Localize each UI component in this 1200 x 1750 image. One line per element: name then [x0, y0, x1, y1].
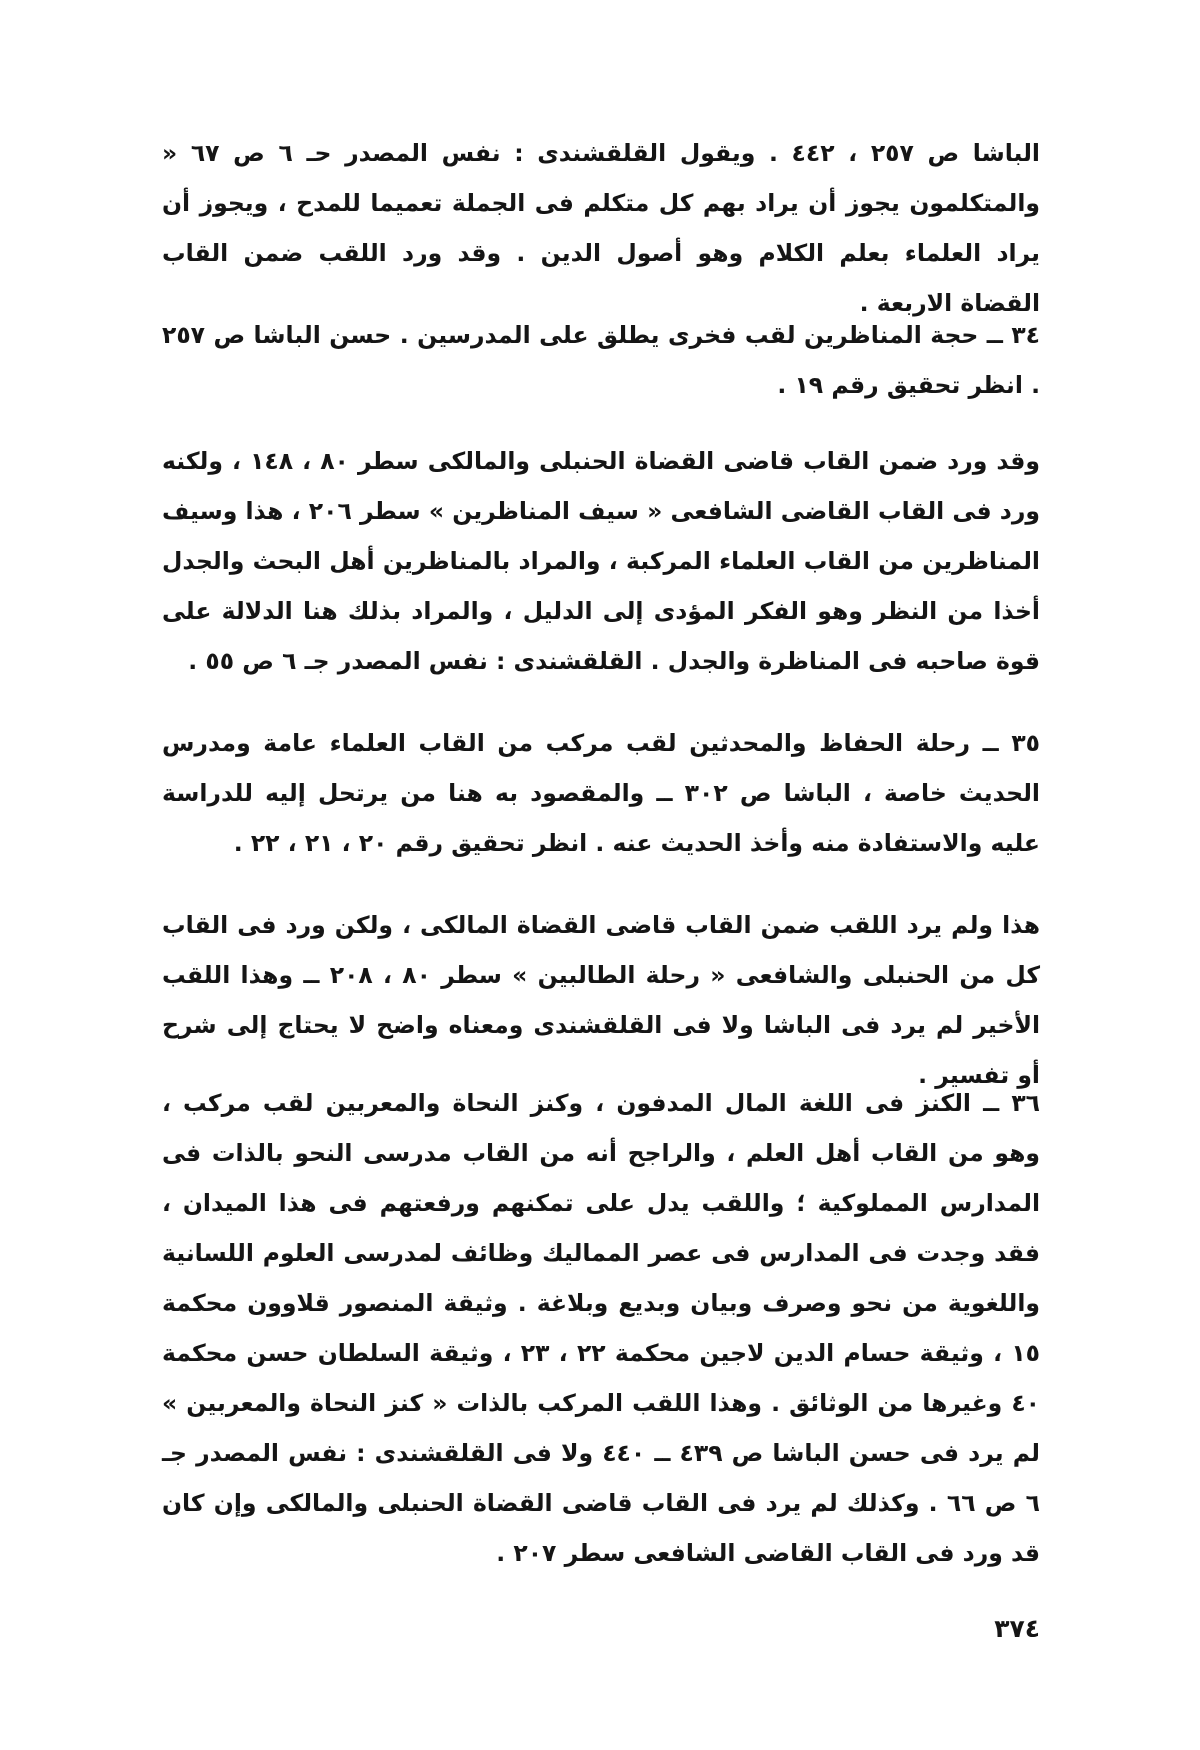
page-number: ٣٧٤ — [994, 1614, 1040, 1643]
paragraph-note-36: ٣٦ ــ الكنز فى اللغة المال المدفون ، وكنز النحاة والمعربين لقب مركب ، وهو من القاب أهل العلم ، والراجح أنه من القاب مدرسى النحو بالذات فى المدارس المملوكية ؛ واللقب يدل على تمكنهم ورفعتهم فى هذا الميدان ، فقد وجدت فى المدارس فى عصر المماليك وظائف لمدرسى العلوم اللسانية واللغوية من نحو وصرف وبيان وبديع وبلاغة . وثيقة المنصور قلاوون محكمة ١٥ ، وثيقة حسام الدين لاجين محكمة ٢٢ ، ٢٣ ، وثيقة السلطان حسن محكمة ٤٠ وغيرها من الوثائق . وهذا اللقب المركب بالذات « كنز النحاة والمعربين » لم يرد فى حسن الباشا ص ٤٣٩ ــ ٤٤٠ ولا فى القلقشندى : نفس المصدر جـ ٦ ص ٦٦ . وكذلك لم يرد فى القاب قاضى القضاة الحنبلى والمالكى وإن كان قد ورد فى القاب القاضى الشافعى سطر ٢٠٧ . — [162, 1089, 1040, 1567]
paragraph-note-34: ٣٤ ــ حجة المناظرين لقب فخرى يطلق على المدرسين . حسن الباشا ص ٢٥٧ . انظر تحقيق رقم ١٩ . — [162, 321, 1040, 399]
paragraph-note-35: ٣٥ ــ رحلة الحفاظ والمحدثين لقب مركب من القاب العلماء عامة ومدرس الحديث خاصة ، الباشا ص ٣٠٢ ــ والمقصود به هنا من يرتحل إليه للدراسة عليه والاستفادة منه وأخذ الحديث عنه . انظر تحقيق رقم ٢٠ ، ٢١ ، ٢٢ . — [162, 729, 1040, 857]
paragraph-note-34-commentary: وقد ورد ضمن القاب قاضى القضاة الحنبلى والمالكى سطر ٨٠ ، ١٤٨ ، ولكنه ورد فى القاب القاضى الشافعى « سيف المناظرين » سطر ٢٠٦ ، هذا وسيف المناظرين من القاب العلماء المركبة ، والمراد بالمناظرين أهل البحث والجدل أخذا من النظر وهو الفكر المؤدى إلى الدليل ، والمراد بذلك هنا الدلالة على قوة صاحبه فى المناظرة والجدل . القلقشندى : نفس المصدر جـ ٦ ص ٥٥ . — [162, 447, 1041, 675]
paragraph-note-35-commentary: هذا ولم يرد اللقب ضمن القاب قاضى القضاة المالكى ، ولكن ورد فى القاب كل من الحنبلى والشافعى « رحلة الطالبين » سطر ٨٠ ، ٢٠٨ ــ وهذا اللقب الأخير لم يرد فى الباشا ولا فى القلقشندى ومعناه واضح لا يحتاج إلى شرح أو تفسير . — [162, 911, 1040, 1089]
paragraph-continuation: الباشا ص ٢٥٧ ، ٤٤٢ . ويقول القلقشندى : نفس المصدر حـ ٦ ص ٦٧ « والمتكلمون يجوز أن يراد بهم كل متكلم فى الجملة تعميما للمدح ، ويجوز أن يراد العلماء بعلم الكلام وهو أصول الدين . وقد ورد اللقب ضمن القاب القضاة الاربعة . — [162, 139, 1040, 317]
